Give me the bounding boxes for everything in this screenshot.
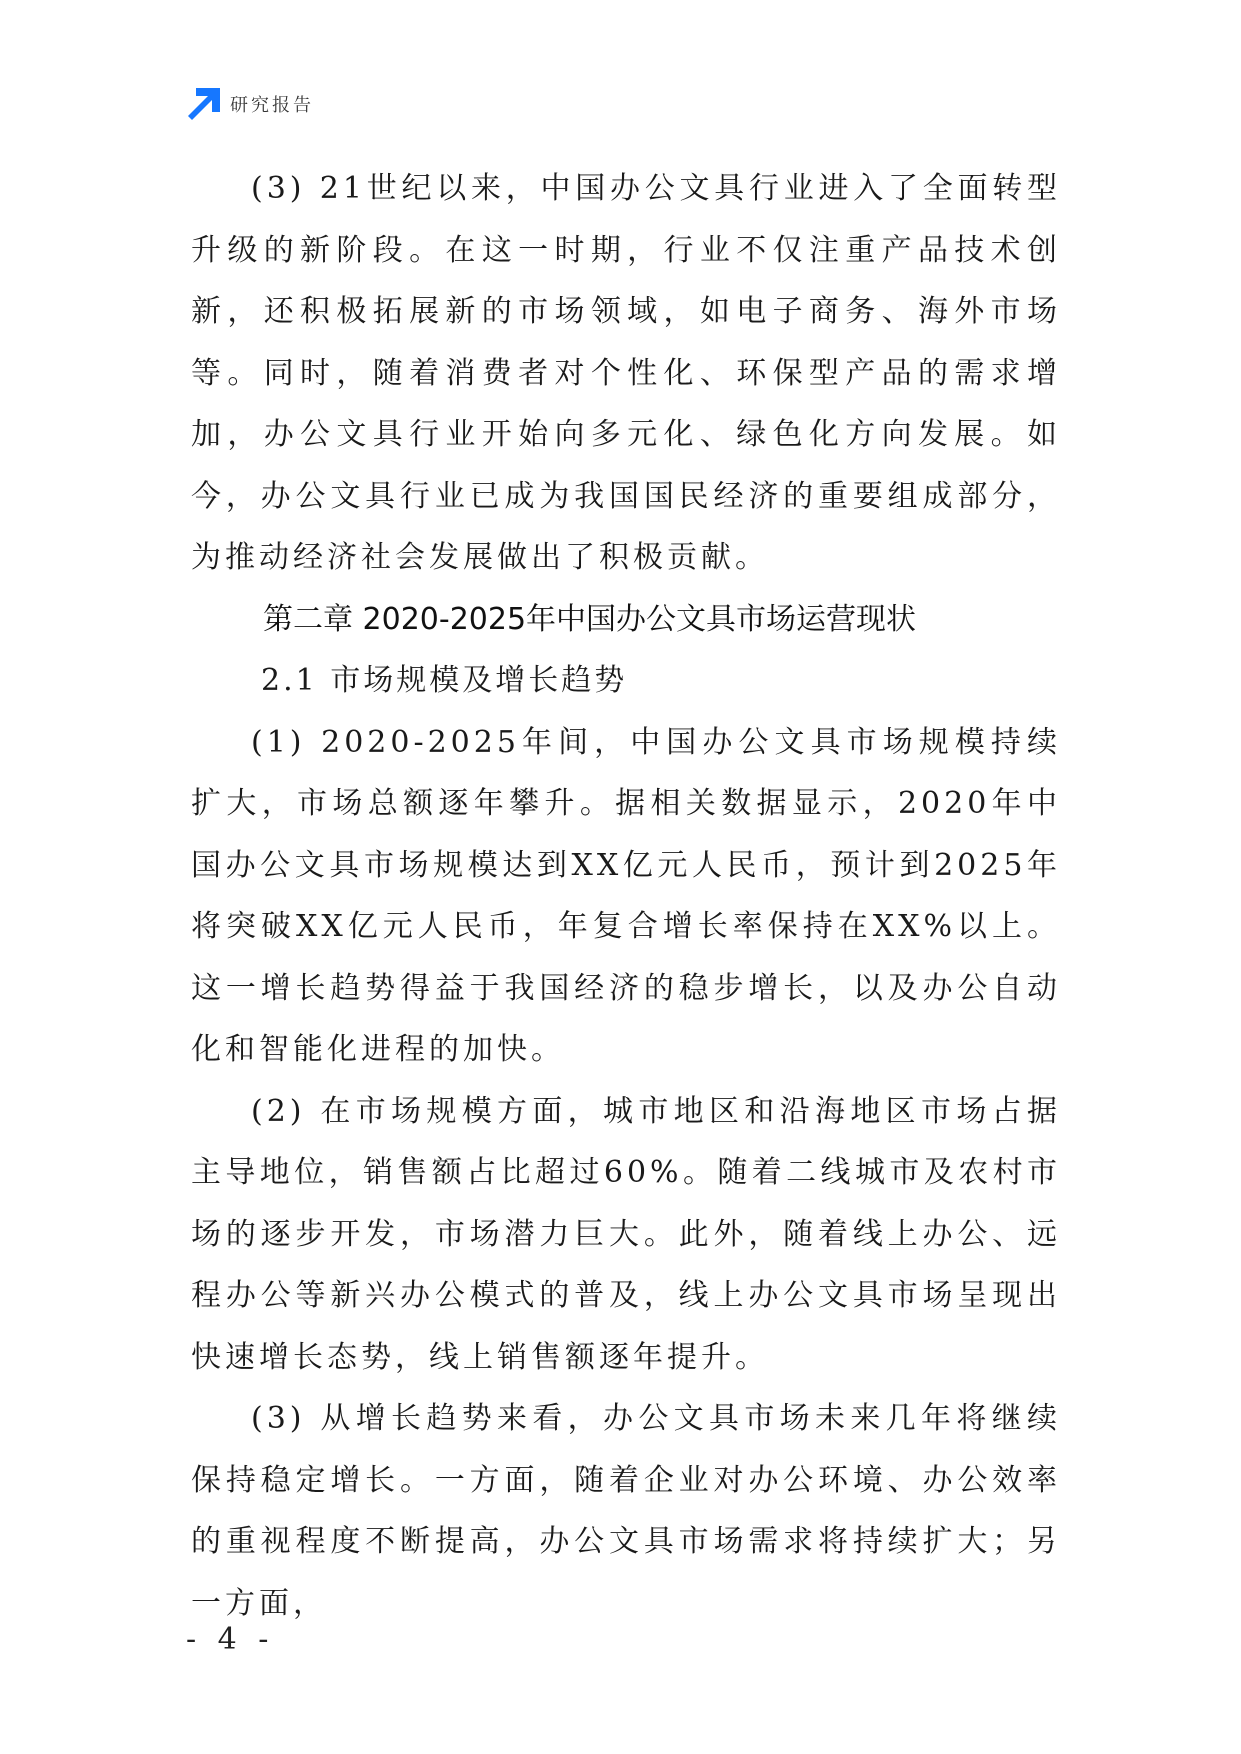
paragraph-1: (3) 21世纪以来，中国办公文具行业进入了全面转型升级的新阶段。在这一时期，行业不仅注重产品技术创新，还积极拓展新的市场领域，如电子商务、海外市场等。同时，随着消费者对个性化、环保型产品的需求增加，办公文具行业开始向多元化、绿色化方向发展。如今，办公文具行业已成为我国国民经济的重要组成部分，为推动经济社会发展做出了积极贡献。 [191, 171, 1061, 575]
page-number: - 4 - [186, 1622, 275, 1657]
paragraph-4: (3) 从增长趋势来看，办公文具市场未来几年将继续保持稳定增长。一方面，随着企业对办公环境、办公效率的重视程度不断提高，办公文具市场需求将持续扩大；另一方面， [191, 1401, 1061, 1621]
page-header [188, 88, 314, 120]
header-title: 研究报告 [230, 95, 314, 116]
section-title: 2.1 市场规模及增长趋势 [261, 663, 628, 698]
chapter-title: 第二章 2020-2025年中国办公文具市场运营现状 [263, 601, 917, 637]
document-body [191, 158, 1061, 1634]
arrow-up-right-icon [188, 88, 220, 120]
paragraph-2: (1) 2020-2025年间，中国办公文具市场规模持续扩大，市场总额逐年攀升。据相关数据显示，2020年中国办公文具市场规模达到XX亿元人民币，预计到2025年将突破XX亿元人民币，年复合增长率保持在XX%以上。这一增长趋势得益于我国经济的稳步增长，以及办公自动化和智能化进程的加快。 [191, 724, 1061, 1067]
paragraph-3: (2) 在市场规模方面，城市地区和沿海地区市场占据主导地位，销售额占比超过60%。随着二线城市及农村市场的逐步开发，市场潜力巨大。此外，随着线上办公、远程办公等新兴办公模式的普及，线上办公文具市场呈现出快速增长态势，线上销售额逐年提升。 [191, 1093, 1061, 1375]
